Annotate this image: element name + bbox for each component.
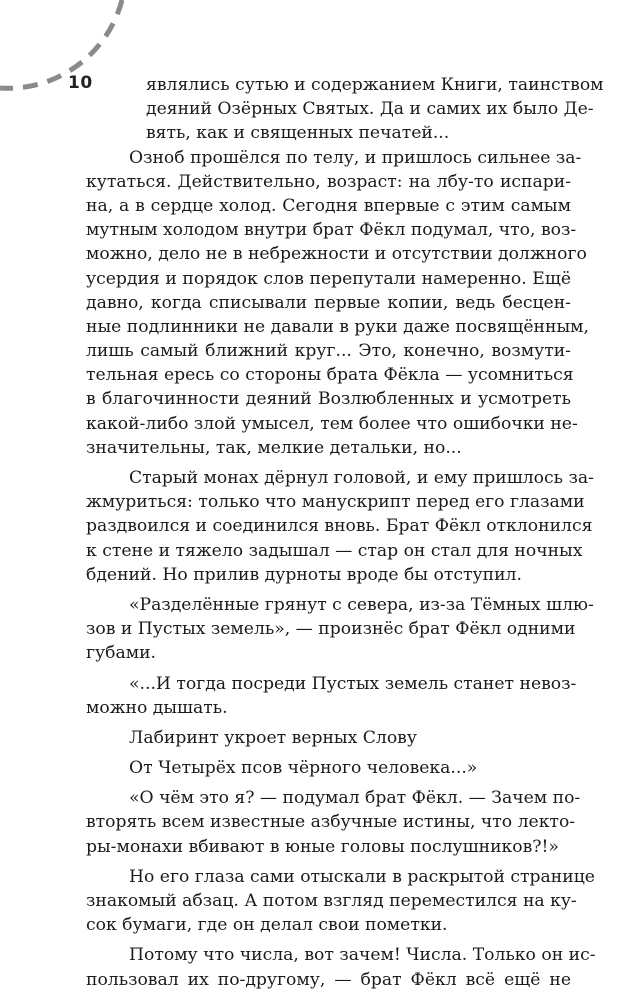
text-line: Старый монах дёрнул головой, и ему пришлось за- [129,468,594,488]
text-line: мутным холодом внутри брат Фёкл подумал, что, воз- [86,220,577,241]
paragraph [86,146,589,460]
text-line: зов и Пустых земель», — произнёс брат Фёкл одними [86,619,576,640]
text-line: являлись сутью и содержанием Книги, таинством [146,75,604,95]
text-line: сок бумаги, где он делал свои пометки. [86,915,448,936]
text-line: знакомый абзац. А потом взгляд переместился на ку- [86,891,577,911]
text-line: бдений. Но прилив дурноты вроде бы отступил. [86,564,522,585]
text-line: Потому что числа, вот зачем! Числа. Только он ис- [129,945,596,966]
text-line: значительны, так, мелкие детальки, но... [86,437,462,458]
body-text [86,73,604,992]
text-line: «...И тогда посреди Пустых земель станет невоз- [129,673,577,694]
text-line: губами. [86,643,157,664]
text-line: можно, дело не в небрежности и отсутствии должного [86,244,587,265]
text-line: Озноб прошёлся по телу, и пришлось сильнее за- [129,147,582,168]
text-line: тельная ересь со стороны брата Фёкла — усомниться [86,365,574,386]
text-line: вторять всем известные азбучные истины, что лекто- [86,812,576,833]
text-line: Лабиринт укроет верных Слову [129,727,417,748]
paragraph [86,466,594,587]
text-line: на, а в сердце холод. Сегодня впервые с этим самым [86,195,571,216]
paragraph [86,593,594,666]
paragraph [86,672,577,720]
text-line: Но его глаза сами отыскали в раскрытой странице [129,866,595,887]
text-line: усердия и порядок слов перепутали намеренно. Ещё [86,268,571,289]
text-line: ные подлинники не давали в руки даже посвящённым, [86,316,589,337]
text-line: деяний Озёрных Святых. Да и самих их было Де- [146,99,594,120]
paragraph [86,73,604,146]
text-line: кутаться. Действительно, возраст: на лбу-то испари- [86,171,571,192]
text-line: можно дышать. [86,697,228,718]
text-line: «О чём это я? — подумал брат Фёкл. — Зачем по- [129,788,581,809]
paragraph [86,943,596,991]
page-number: 10 [68,73,93,93]
text-line: к стене и тяжело задышал — стар он стал для ночных [86,540,583,561]
text-line: ры-монахи вбивают в юные головы послушников?!» [86,836,559,857]
text-line: какой-либо злой умысел, тем более что ошибочки не- [86,413,578,434]
text-line: лишь самый ближний круг... Это, конечно, возмути- [86,341,571,362]
text-line: жмуриться: только что манускрипт перед его глазами [86,492,585,513]
paragraph [86,756,571,780]
text-line: От Четырёх псов чёрного человека...» [129,758,478,779]
text-line: пользовал их по-другому, — брат Фёкл всё ещё не [86,969,571,990]
text-line: «Разделённые грянут с севера, из-за Тёмных шлю- [129,594,594,615]
paragraph [86,726,571,750]
text-line: в благочинности деяний Возлюбленных и усмотреть [86,389,571,410]
paragraph [86,786,581,859]
paragraph [86,865,595,938]
text-line: раздвоился и соединился вновь. Брат Фёкл отклонился [86,516,593,537]
text-line: вять, как и священных печатей... [146,123,450,144]
text-line: давно, когда списывали первые копии, ведь бесцен- [86,292,571,313]
